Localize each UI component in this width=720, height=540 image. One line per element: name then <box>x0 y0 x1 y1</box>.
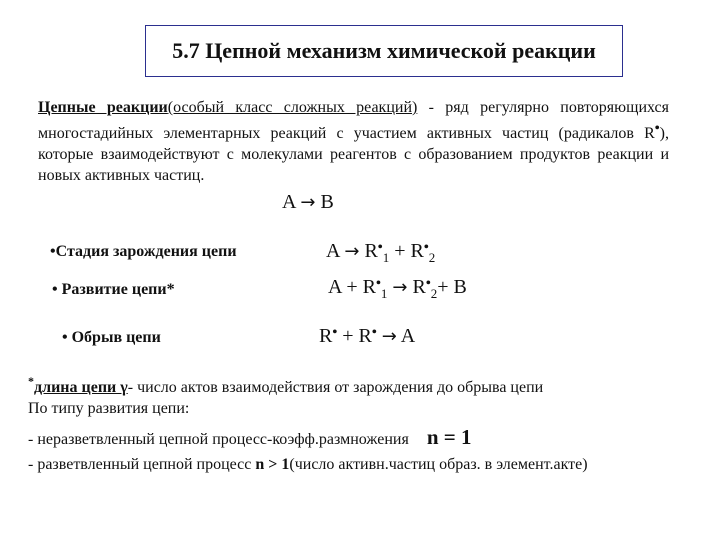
stage-initiation-equation: $A \to R^•_1 + R^•_2$ <box>326 240 436 265</box>
slide-title-box <box>145 25 623 77</box>
definition-term: Цепные реакции <box>38 99 168 116</box>
chain-length-term: длина цепи γ <box>34 379 128 396</box>
stage-termination-equation: R• + R• → A <box>319 325 416 347</box>
overall-equation-arrow: → <box>300 192 316 213</box>
overall-equation <box>282 191 334 214</box>
definition-term-note: (особый класс сложных реакций) <box>167 99 418 116</box>
chain-length-definition <box>28 374 543 397</box>
unbranched-process <box>28 425 471 450</box>
definition-text-2: ), которые взаимодействуют с молекулами реагентов с образованием продуктов реакции и новых активных частиц. <box>38 125 669 184</box>
footnote-star: * <box>28 374 34 388</box>
overall-equation-left: A <box>282 191 296 213</box>
chain-length-text: - число актов взаимодействия от зарождения до обрыва цепи <box>127 379 544 396</box>
branched-process-suffix: (число активн.частиц образ. в элемент.акте) <box>289 456 588 473</box>
unbranched-process-value: n = 1 <box>426 425 472 449</box>
stage-initiation-label: •Стадия зарождения цепи <box>50 243 237 260</box>
branched-process-prefix: - разветвленный цепной процесс <box>28 456 256 473</box>
branched-process-value: n > 1 <box>255 456 290 473</box>
definition-text-1: - ряд регулярно повторяющихся многостадийных элементарных реакций с участием активных частиц (радикалов R <box>38 99 669 142</box>
overall-equation-right: B <box>320 191 334 213</box>
stage-propagation-label: • Развитие цепи* <box>52 281 175 298</box>
stage-termination-label: • Обрыв цепи <box>62 329 161 346</box>
definition-paragraph <box>38 97 669 186</box>
unbranched-process-text: - неразветвленный цепной процесс-коэфф.размножения <box>28 431 409 448</box>
branched-process <box>28 456 588 474</box>
radical-dot: • <box>654 121 660 136</box>
chain-types-heading: По типу развития цепи: <box>28 400 190 417</box>
stage-propagation-equation: $A + R^•_1 \to R^•_2+ B$ <box>328 276 467 301</box>
slide-title: 5.7 Цепной механизм химической реакции <box>172 38 596 63</box>
